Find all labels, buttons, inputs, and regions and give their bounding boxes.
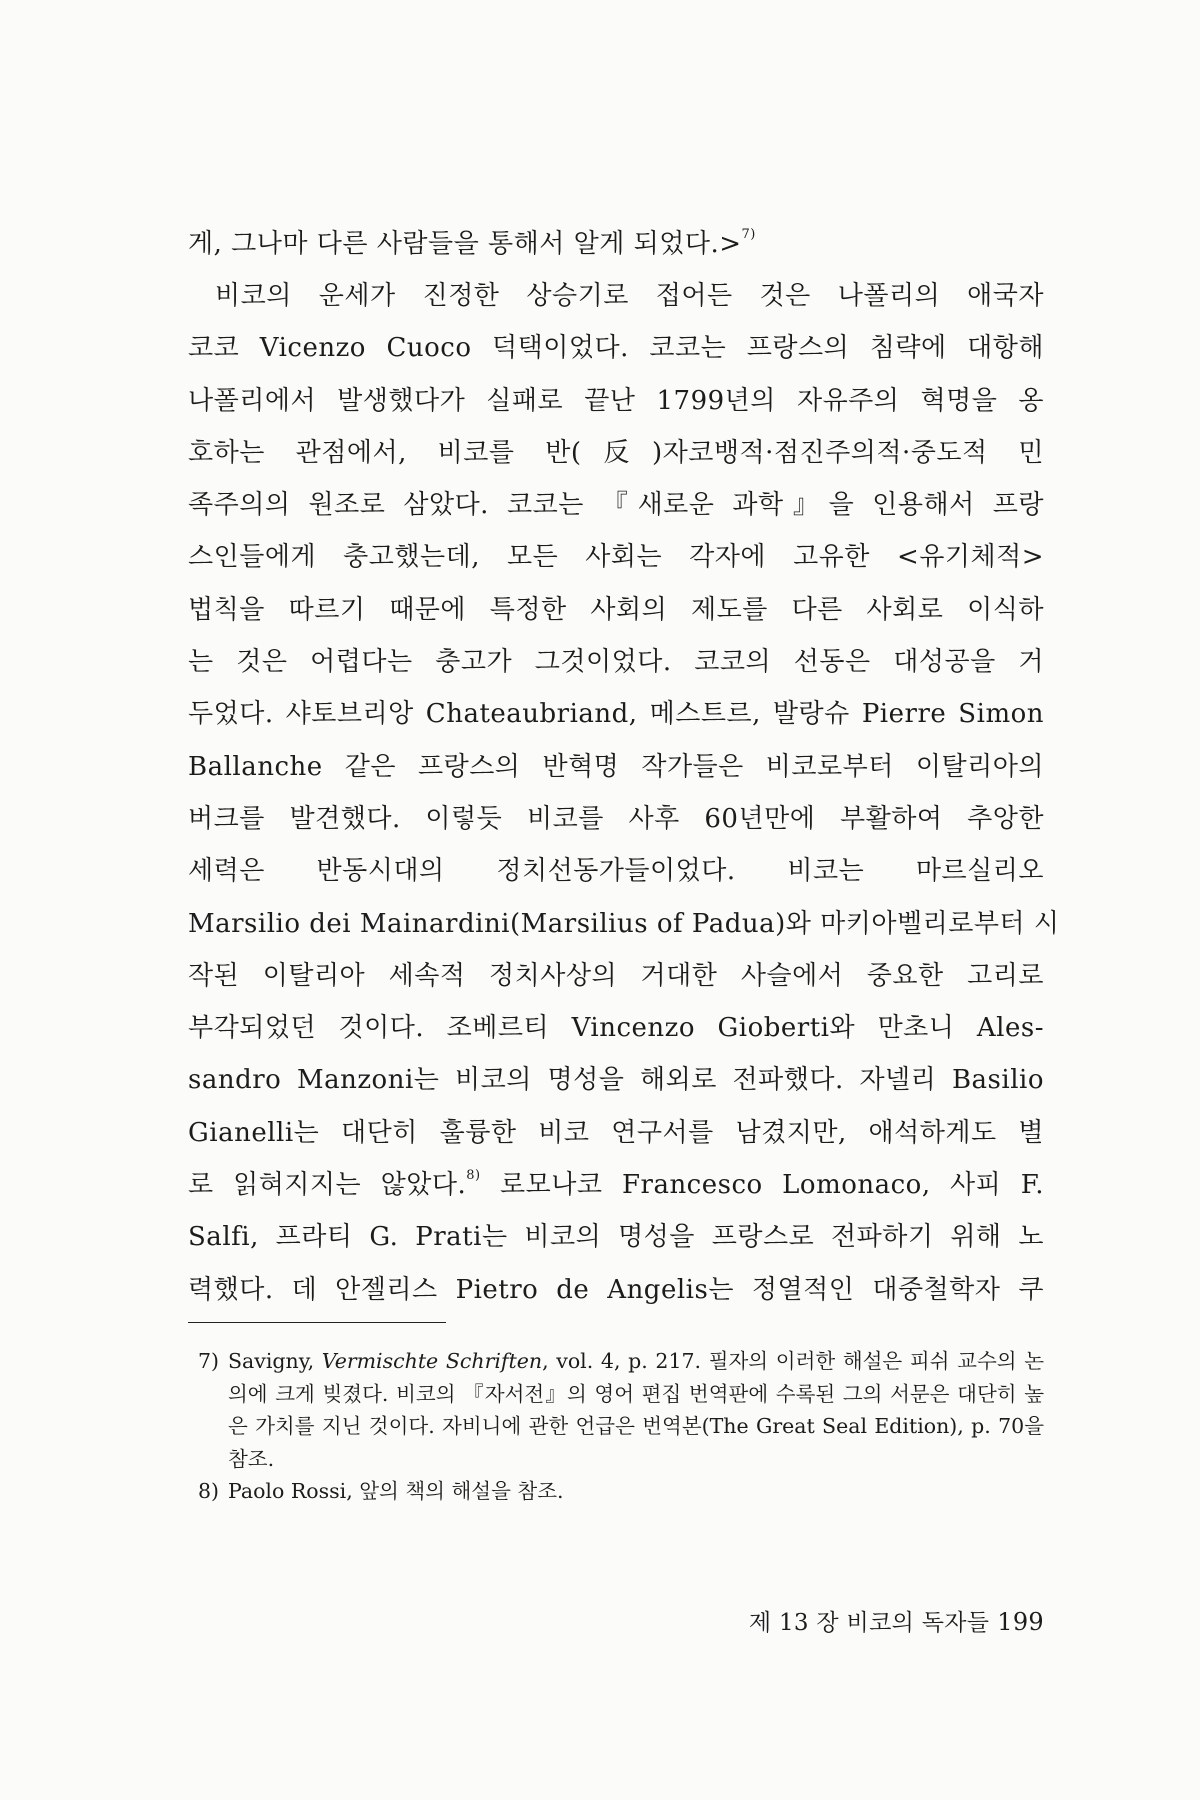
footnote-divider <box>188 1322 446 1323</box>
text-line: Ballanche 같은 프랑스의 반혁명 작가들은 비코로부터 이탈리아의 <box>188 751 1044 782</box>
running-footer <box>720 1604 1044 1637</box>
text-line: 버크를 발견했다. 이렇듯 비코를 사후 60년만에 부활하여 추앙한 <box>188 803 1044 834</box>
body-text <box>188 218 1060 1316</box>
chapter-title: 제 13 장 비코의 독자들 <box>748 1610 990 1636</box>
text-line: Marsilio dei Mainardini(Marsilius of Padua)와 마키아벨리로부터 시 <box>188 908 1060 939</box>
text-line: 비코의 운세가 진정한 상승기로 접어든 것은 나폴리의 애국자 <box>215 281 1044 311</box>
text-line: 나폴리에서 발생했다가 실패로 끝난 1799년의 자유주의 혁명을 옹 <box>188 385 1044 416</box>
text-line: 작된 이탈리아 세속적 정치사상의 거대한 사슬에서 중요한 고리로 <box>188 960 1044 991</box>
text-line: 력했다. 데 안젤리스 Pietro de Angelis는 정열적인 대중철학자 쿠 <box>188 1274 1044 1305</box>
text-line: 부각되었던 것이다. 조베르티 Vincenzo Gioberti와 만초니 Ales- <box>188 1013 1044 1044</box>
footnote-ref: 7) <box>741 227 756 242</box>
text-line: Gianelli는 대단히 훌륭한 비코 연구서를 남겼지만, 애석하게도 별 <box>188 1117 1044 1148</box>
footnote-8: 8) Paolo Rossi, 앞의 책의 해설을 참조. <box>228 1475 1044 1508</box>
text-line: sandro Manzoni는 비코의 명성을 해외로 전파했다. 자넬리 Basilio <box>188 1065 1044 1096</box>
text-line: 로 읽혀지지는 않았다.$^{8)}$ 로모나코 Francesco Lomonaco, 사피 F. <box>188 1168 1045 1201</box>
footnote-number: 7) <box>198 1349 220 1373</box>
text-line: 스인들에게 충고했는데, 모든 사회는 각자에 고유한 <유기체적> <box>188 542 1044 573</box>
text-line: 두었다. 샤토브리앙 Chateaubriand, 메스트르, 발랑슈 Pierre Simon <box>188 699 1044 730</box>
footnote-number: 8) <box>198 1479 220 1503</box>
book-title: Vermischte Schriften <box>321 1349 543 1373</box>
page-number: 199 <box>997 1608 1044 1636</box>
text-line: Salfi, 프라티 G. Prati는 비코의 명성을 프랑스로 전파하기 위해 노 <box>188 1222 1044 1253</box>
text-line: 법칙을 따르기 때문에 특정한 사회의 제도를 다른 사회로 이식하 <box>188 594 1044 625</box>
text-line: 코코 Vicenzo Cuoco 덕택이었다. 코코는 프랑스의 침략에 대항해 <box>188 333 1044 364</box>
footnote-7: 7) Savigny, Vermischte Schriften, vol. 4, p. 217. 필자의 이러한 해설은 피쉬 교수의 논의에 크게 빚졌다. 비코의 『자서전』의 영어 편집 번역판에 수록된 그의 서문은 대단히 높은 가치를 지닌 것이다. 자비니에 관한 언급은 번역본(The Great Seal Edition), p. 70을 참조. <box>228 1345 1044 1475</box>
footnotes <box>198 1345 1044 1508</box>
text-line: 호하는 관점에서, 비코를 반(反)자코뱅적·점진주의적·중도적 민 <box>188 437 1044 468</box>
text-line: 세력은 반동시대의 정치선동가들이었다. 비코는 마르실리오 <box>188 856 1044 887</box>
text-line: 족주의의 원조로 삼았다. 코코는 『새로운 과학』을 인용해서 프랑 <box>188 490 1044 521</box>
text-line: 는 것은 어렵다는 충고가 그것이었다. 코코의 선동은 대성공을 거 <box>188 647 1044 678</box>
footnote-ref: 8) <box>466 1168 481 1184</box>
text-line: 게, 그나마 다른 사람들을 통해서 알게 되었다.>$^{7)}$ <box>188 227 756 259</box>
